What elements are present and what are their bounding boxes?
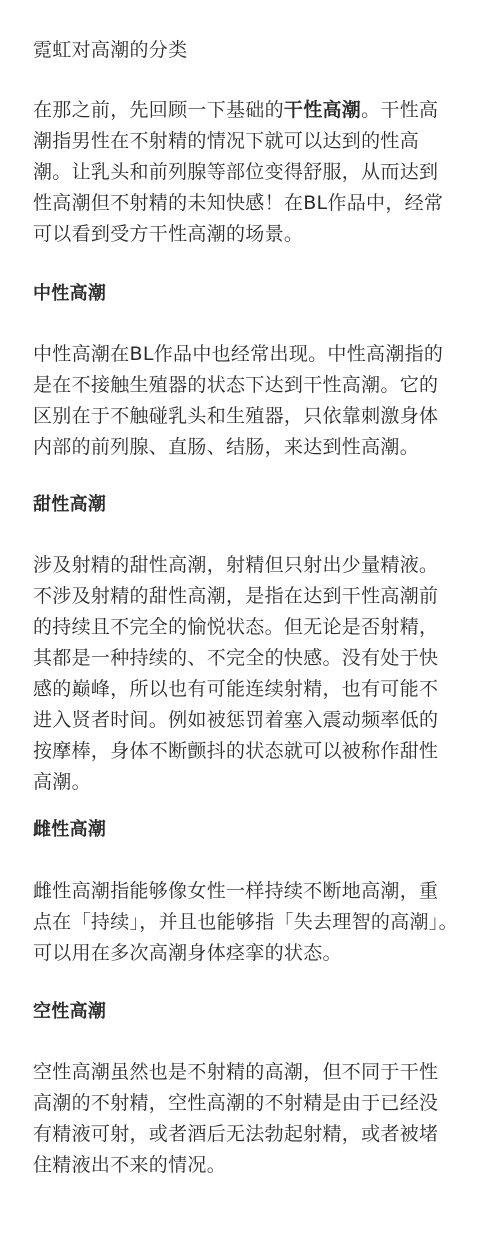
section-line: 内部的前列腺、直肠、结肠，来达到性高潮。 [33,436,420,458]
section-line: 雌性高潮指能够像女性一样持续不断地高潮，重 [33,880,439,902]
section-line: 中性高潮在BL作品中也经常出现。中性高潮指的 [33,343,444,365]
section-line: 进入贤者时间。例如被惩罚着塞入震动频率低的 [33,709,439,731]
section-line: 其都是一种持续的、不完全的快感。没有处于快 [33,647,439,669]
intro-line-1 [33,95,438,125]
section-line: 不涉及射精的甜性高潮，是指在达到干性高潮前 [33,585,439,607]
section-line: 有精液可射，或者酒后无法勃起射精，或者被堵 [33,1123,439,1145]
section-line: 空性高潮虽然也是不射精的高潮，但不同于干性 [33,1061,439,1083]
intro-line-1-pre: 在那之前，先回顾一下基础的 [33,99,284,121]
section-line: 的持续且不完全的愉悦状态。但无论是否射精， [33,616,439,638]
section-line: 住精液出不来的情况。 [33,1154,227,1176]
article-title: 霓虹对高潮的分类 [33,39,188,61]
section-line: 可以用在多次高潮身体痉挛的状态。 [33,942,342,964]
section-line: 涉及射精的甜性高潮，射精但只射出少量精液。 [33,554,439,576]
section-line: 感的巅峰，所以也有可能连续射精，也有可能不 [33,678,439,700]
section-heading: 中性高潮 [33,283,107,304]
section-line: 按摩棒，身体不断颤抖的状态就可以被称作甜性 [33,740,439,762]
intro-line-2: 潮指男性在不射精的情况下就可以达到的性高 [33,130,420,152]
section-heading: 甜性高潮 [33,494,107,515]
section-line: 点在「持续」，并且也能够指「失去理智的高潮」。 [33,911,458,933]
intro-line-3: 潮。让乳头和前列腺等部位变得舒服，从而达到 [33,161,439,183]
intro-line-5: 可以看到受方干性高潮的场景。 [33,223,304,245]
intro-line-1-post: 。干性高 [361,99,439,121]
intro-line-4: 性高潮但不射精的未知快感！在BL作品中，经常 [33,192,444,214]
section-line: 是在不接触生殖器的状态下达到干性高潮。它的 [33,374,439,396]
section-line: 区别在于不触碰乳头和生殖器，只依靠刺激身体 [33,405,439,427]
section-line: 高潮的不射精，空性高潮的不射精是由于已经没 [33,1092,439,1114]
section-line: 高潮。 [33,771,91,793]
section-heading: 雌性高潮 [33,819,107,840]
intro-bold-term: 干性高潮 [283,99,362,121]
section-heading: 空性高潮 [33,1001,107,1022]
